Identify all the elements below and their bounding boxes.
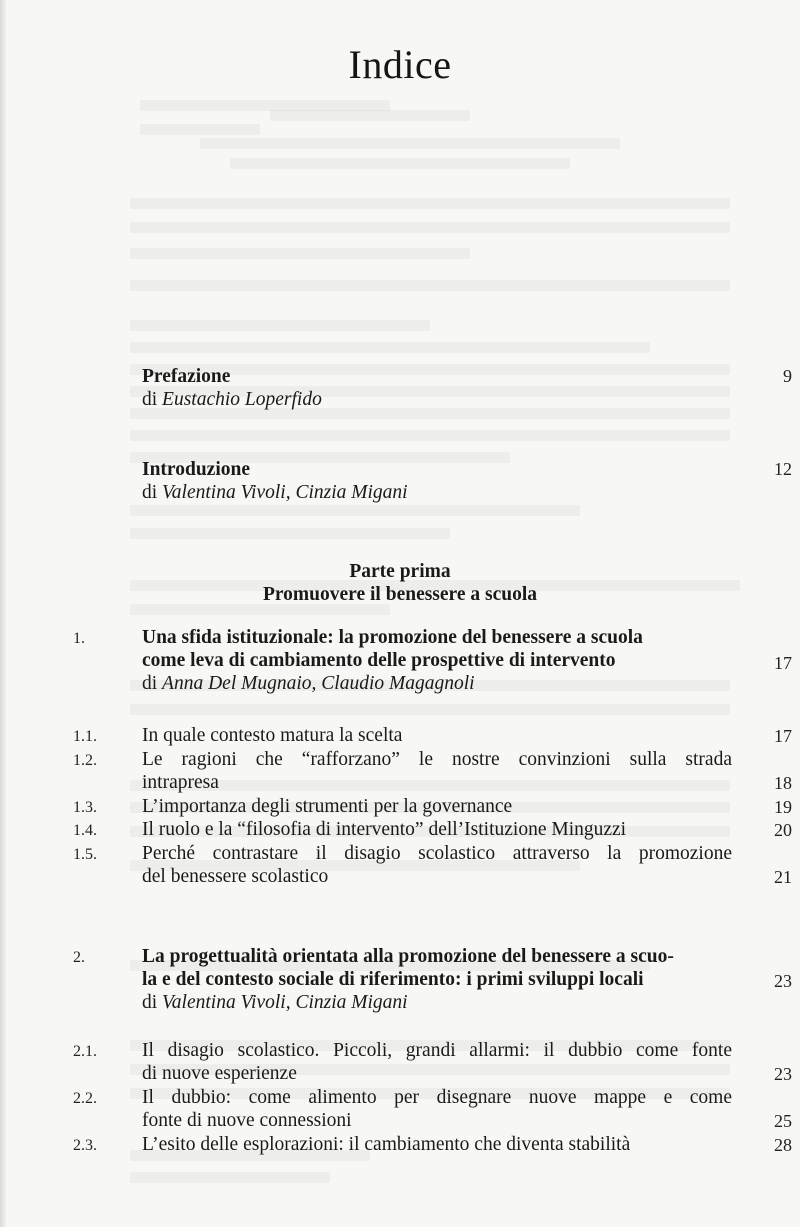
entry-authors: Eustachio Loperfido	[162, 389, 322, 410]
toc-entry-chapter-1[interactable]	[142, 626, 752, 695]
page-number: 28	[774, 1135, 792, 1155]
entry-byline	[142, 388, 732, 411]
byline-prefix: di	[142, 482, 158, 503]
page-number: 23	[774, 971, 792, 991]
page-number: 20	[774, 820, 792, 840]
toc-entry-section-2-3[interactable]	[142, 1133, 732, 1156]
section-title: Il disagio scolastico. Piccoli, grandi allarmi: il dubbio come fonte	[142, 1040, 732, 1061]
section-number: 2.1.	[73, 1043, 97, 1060]
byline-prefix: di	[142, 389, 158, 410]
toc-entry-section-1-4[interactable]	[142, 818, 732, 841]
toc-entry-section-1-5[interactable]	[142, 842, 732, 888]
section-title-continued: del benessere scolastico	[142, 866, 329, 887]
entry-byline	[142, 991, 752, 1014]
part-heading	[0, 560, 800, 606]
section-number: 1.4.	[73, 822, 97, 839]
section-number: 1.2.	[73, 752, 97, 769]
byline-prefix: di	[142, 673, 158, 694]
toc-entry-prefazione[interactable]	[142, 365, 732, 411]
page-number: 25	[774, 1111, 792, 1131]
section-number: 2.3.	[73, 1137, 97, 1154]
section-number: 1.3.	[73, 799, 97, 816]
toc-entry-section-1-1[interactable]	[142, 724, 732, 747]
page-number: 19	[774, 797, 792, 817]
entry-title: Prefazione	[142, 366, 231, 387]
part-label: Parte prima	[349, 561, 451, 582]
entry-byline	[142, 672, 752, 695]
section-title: L’importanza degli strumenti per la governance	[142, 796, 513, 817]
byline-prefix: di	[142, 992, 158, 1013]
section-title-continued: fonte di nuove connessioni	[142, 1110, 352, 1131]
section-title-continued: di nuove esperienze	[142, 1063, 297, 1084]
toc-entry-section-2-2[interactable]	[142, 1086, 732, 1132]
section-title: Il ruolo e la “filosofia di intervento” dell’Istituzione Minguzzi	[142, 819, 627, 840]
section-title: L’esito delle esplorazioni: il cambiamento che diventa stabilità	[142, 1134, 631, 1155]
page-number: 9	[783, 366, 792, 386]
chapter-number: 2.	[73, 949, 85, 966]
toc-entry-section-1-3[interactable]	[142, 795, 732, 818]
toc-entry-section-2-1[interactable]	[142, 1039, 732, 1085]
page-edge-shadow	[0, 0, 6, 1227]
chapter-number: 1.	[73, 630, 85, 647]
entry-authors: Anna Del Mugnaio, Claudio Magagnoli	[162, 673, 475, 694]
section-title: Perché contrastare il disagio scolastico attraverso la promozione	[142, 843, 732, 864]
section-title: In quale contesto matura la scelta	[142, 725, 403, 746]
toc-entry-chapter-2[interactable]	[142, 945, 752, 1014]
page-number: 18	[774, 773, 792, 793]
chapter-title-line: La progettualità orientata alla promozione del benessere a scuo-	[142, 946, 674, 967]
page-number: 17	[774, 726, 792, 746]
chapter-title-line: Una sfida istituzionale: la promozione del benessere a scuola	[142, 627, 643, 648]
toc-entry-section-1-2[interactable]	[142, 748, 732, 794]
section-title: Le ragioni che “rafforzano” le nostre convinzioni sulla strada	[142, 749, 732, 770]
section-title-continued: intrapresa	[142, 772, 219, 793]
section-number: 1.1.	[73, 728, 97, 745]
page-number: 17	[774, 653, 792, 673]
entry-byline	[142, 481, 732, 504]
entry-authors: Valentina Vivoli, Cinzia Migani	[162, 482, 408, 503]
page-number: 12	[774, 459, 792, 479]
toc-entry-introduzione[interactable]	[142, 458, 732, 504]
chapter-title-line: la e del contesto sociale di riferimento: i primi sviluppi locali	[142, 969, 644, 990]
section-number: 2.2.	[73, 1090, 97, 1107]
page-number: 21	[774, 867, 792, 887]
entry-title: Introduzione	[142, 459, 250, 480]
page-number: 23	[774, 1064, 792, 1084]
section-number: 1.5.	[73, 846, 97, 863]
page-title: Indice	[348, 41, 452, 87]
section-title: Il dubbio: come alimento per disegnare nuove mappe e come	[142, 1087, 732, 1108]
entry-authors: Valentina Vivoli, Cinzia Migani	[162, 992, 408, 1013]
chapter-title-line: come leva di cambiamento delle prospettive di intervento	[142, 650, 616, 671]
part-title: Promuovere il benessere a scuola	[262, 584, 538, 605]
